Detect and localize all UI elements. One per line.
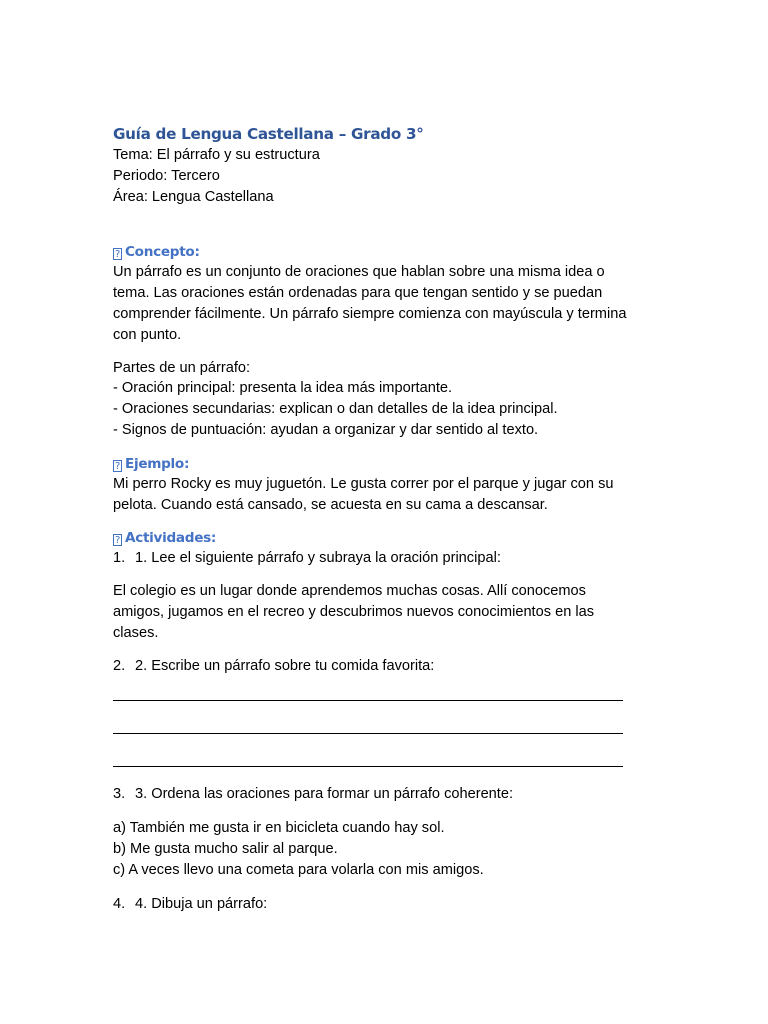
activity-1-line: clases. xyxy=(113,624,159,641)
missing-glyph-icon: ? xyxy=(114,460,120,472)
activity-text: 4. Dibuja un párrafo: xyxy=(135,895,268,912)
concepto-line: con punto. xyxy=(113,326,182,343)
activity-number: 1. xyxy=(113,550,126,567)
periodo-line: Periodo: Tercero xyxy=(113,167,220,184)
ejemplo-line: pelota. Cuando está cansado, se acuesta en su cama a descansar. xyxy=(113,496,548,513)
ejemplo-line: Mi perro Rocky es muy juguetón. Le gusta correr por el parque y jugar con su xyxy=(113,475,614,492)
activity-1-line: amigos, jugamos en el recreo y descubrimos nuevos conocimientos en las xyxy=(113,603,595,620)
partes-item: - Oración principal: presenta la idea más importante. xyxy=(113,380,453,397)
option-item: c) A veces llevo una cometa para volarla con mis amigos. xyxy=(113,861,484,878)
activity-text: 3. Ordena las oraciones para formar un párrafo coherente: xyxy=(135,786,514,803)
activity-number: 2. xyxy=(113,657,126,674)
partes-title: Partes de un párrafo: xyxy=(113,359,251,376)
concepto-heading-label: Concepto: xyxy=(125,244,200,261)
activity-item-3 xyxy=(113,784,653,805)
activity-1-line: El colegio es un lugar donde aprendemos muchas cosas. Allí conocemos xyxy=(113,583,586,600)
concepto-line: Un párrafo es un conjunto de oraciones que hablan sobre una misma idea o xyxy=(113,264,605,281)
partes-item: - Signos de puntuación: ayudan a organizar y dar sentido al texto. xyxy=(113,421,539,438)
activity-item-1 xyxy=(113,548,653,569)
ejemplo-heading xyxy=(113,454,653,474)
activity-number: 4. xyxy=(113,895,126,912)
document-title: Guía de Lengua Castellana – Grado 3° xyxy=(113,125,424,143)
partes-list xyxy=(113,358,653,441)
concepto-heading xyxy=(113,242,653,262)
document-content xyxy=(113,124,653,914)
activity-item-2 xyxy=(113,656,653,677)
activity-text: 2. Escribe un párrafo sobre tu comida favorita: xyxy=(135,657,435,674)
concepto-paragraph xyxy=(113,262,653,345)
ejemplo-paragraph xyxy=(113,474,653,516)
activity-text: 1. Lee el siguiente párrafo y subraya la oración principal: xyxy=(135,550,501,567)
actividades-heading-label: Actividades: xyxy=(125,530,217,547)
option-item: b) Me gusta mucho salir al parque. xyxy=(113,840,338,857)
activity-item-4 xyxy=(113,894,653,915)
missing-glyph-icon: ? xyxy=(114,249,120,261)
ejemplo-heading-label: Ejemplo: xyxy=(125,455,190,472)
actividades-heading xyxy=(113,528,653,548)
partes-item: - Oraciones secundarias: explican o dan detalles de la idea principal. xyxy=(113,401,558,418)
option-item: a) También me gusta ir en bicicleta cuando hay sol. xyxy=(113,820,445,837)
area-line: Área: Lengua Castellana xyxy=(113,188,274,205)
missing-glyph-icon: ? xyxy=(114,535,120,547)
concepto-line: comprender fácilmente. Un párrafo siempre comienza con mayúscula y termina xyxy=(113,305,627,322)
activity-1-paragraph xyxy=(113,581,653,643)
activity-3-options xyxy=(113,818,653,880)
activity-number: 3. xyxy=(113,786,126,803)
concepto-line: tema. Las oraciones están ordenadas para que tengan sentido y se puedan xyxy=(113,285,603,302)
tema-line: Tema: El párrafo y su estructura xyxy=(113,147,320,163)
